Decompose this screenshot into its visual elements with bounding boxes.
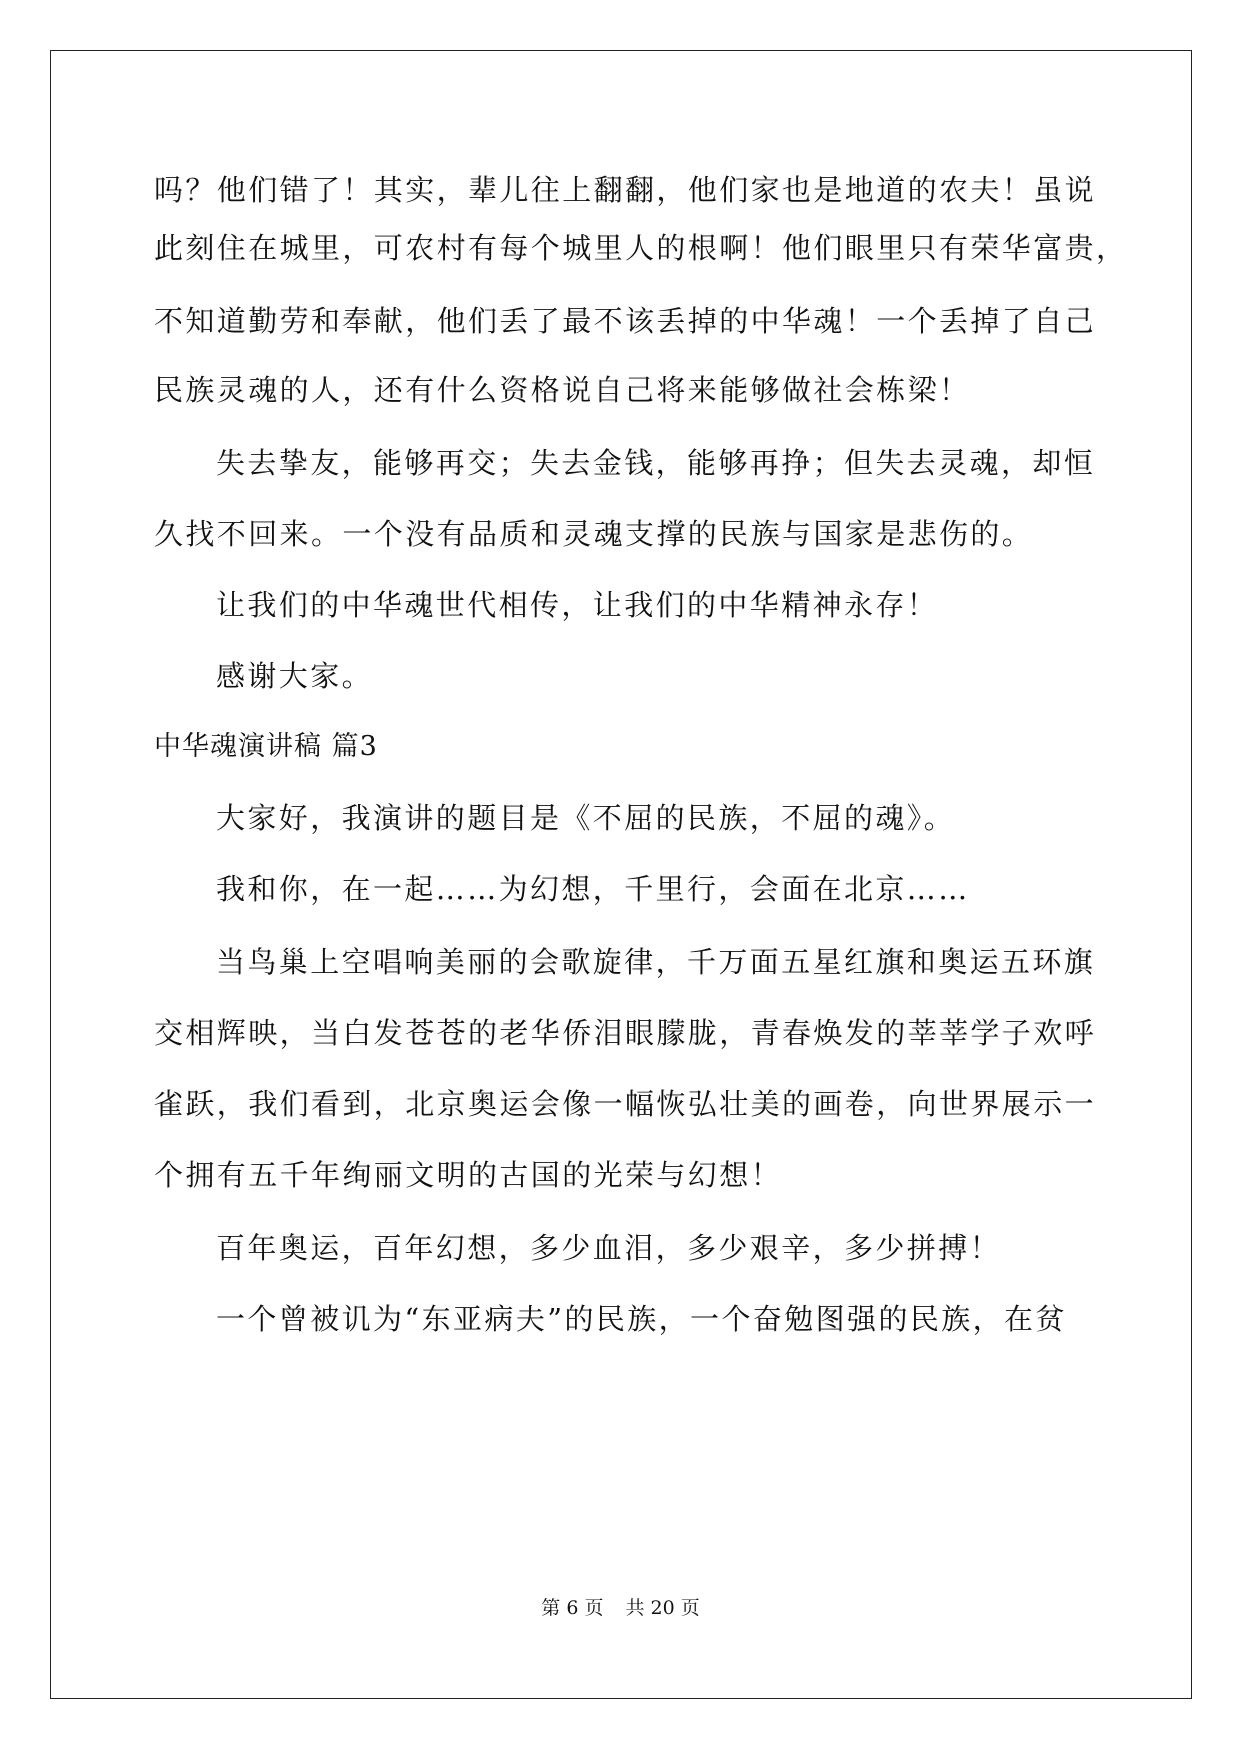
page-number: 第 6 页 [541,1597,604,1619]
paragraph-line: 大家好，我演讲的题目是《不屈的民族，不屈的魂》。 [216,801,956,835]
paragraph-line: 久找不回来。一个没有品质和灵魂支撑的民族与国家是悲伤的。 [154,517,1034,551]
paragraph-line: 让我们的中华魂世代相传，让我们的中华精神永存！ [216,588,939,622]
paragraph-line: 失去挚友，能够再交；失去金钱，能够再挣；但失去灵魂，却恒 [216,446,1096,480]
paragraph-line: 此刻住在城里，可农村有每个城里人的根啊！他们眼里只有荣华富贵， [154,231,1128,265]
paragraph-line: 个拥有五千年绚丽文明的古国的光荣与幻想！ [154,1158,783,1192]
paragraph-line: 我和你，在一起……为幻想，千里行，会面在北京…… [216,872,970,906]
paragraph-line: 一个曾被讥为“东亚病夫”的民族，一个奋勉图强的民族，在贫 [216,1302,1067,1336]
paragraph-line: 雀跃，我们看到，北京奥运会像一幅恢弘壮美的画卷，向世界展示一 [154,1087,1097,1121]
paragraph-line: 吗？他们错了！其实，辈儿往上翻翻，他们家也是地道的农夫！虽说 [154,173,1097,207]
paragraph-line: 当鸟巢上空唱响美丽的会歌旋律，千万面五星红旗和奥运五环旗 [216,945,1096,979]
paragraph-line: 感谢大家。 [216,659,374,693]
paragraph-line: 交相辉映，当白发苍苍的老华侨泪眼朦胧，青春焕发的莘莘学子欢呼 [154,1016,1097,1050]
total-pages: 共 20 页 [625,1597,700,1619]
paragraph-line: 民族灵魂的人，还有什么资格说自己将来能够做社会栋梁！ [154,373,971,407]
paragraph-line: 百年奥运，百年幻想，多少血泪，多少艰辛，多少拼搏！ [216,1231,1002,1265]
section-heading: 中华魂演讲稿 篇3 [154,731,378,762]
page-footer [0,1595,1241,1621]
paragraph-line: 不知道勤劳和奉献，他们丢了最不该丢掉的中华魂！一个丢掉了自己 [154,304,1097,338]
